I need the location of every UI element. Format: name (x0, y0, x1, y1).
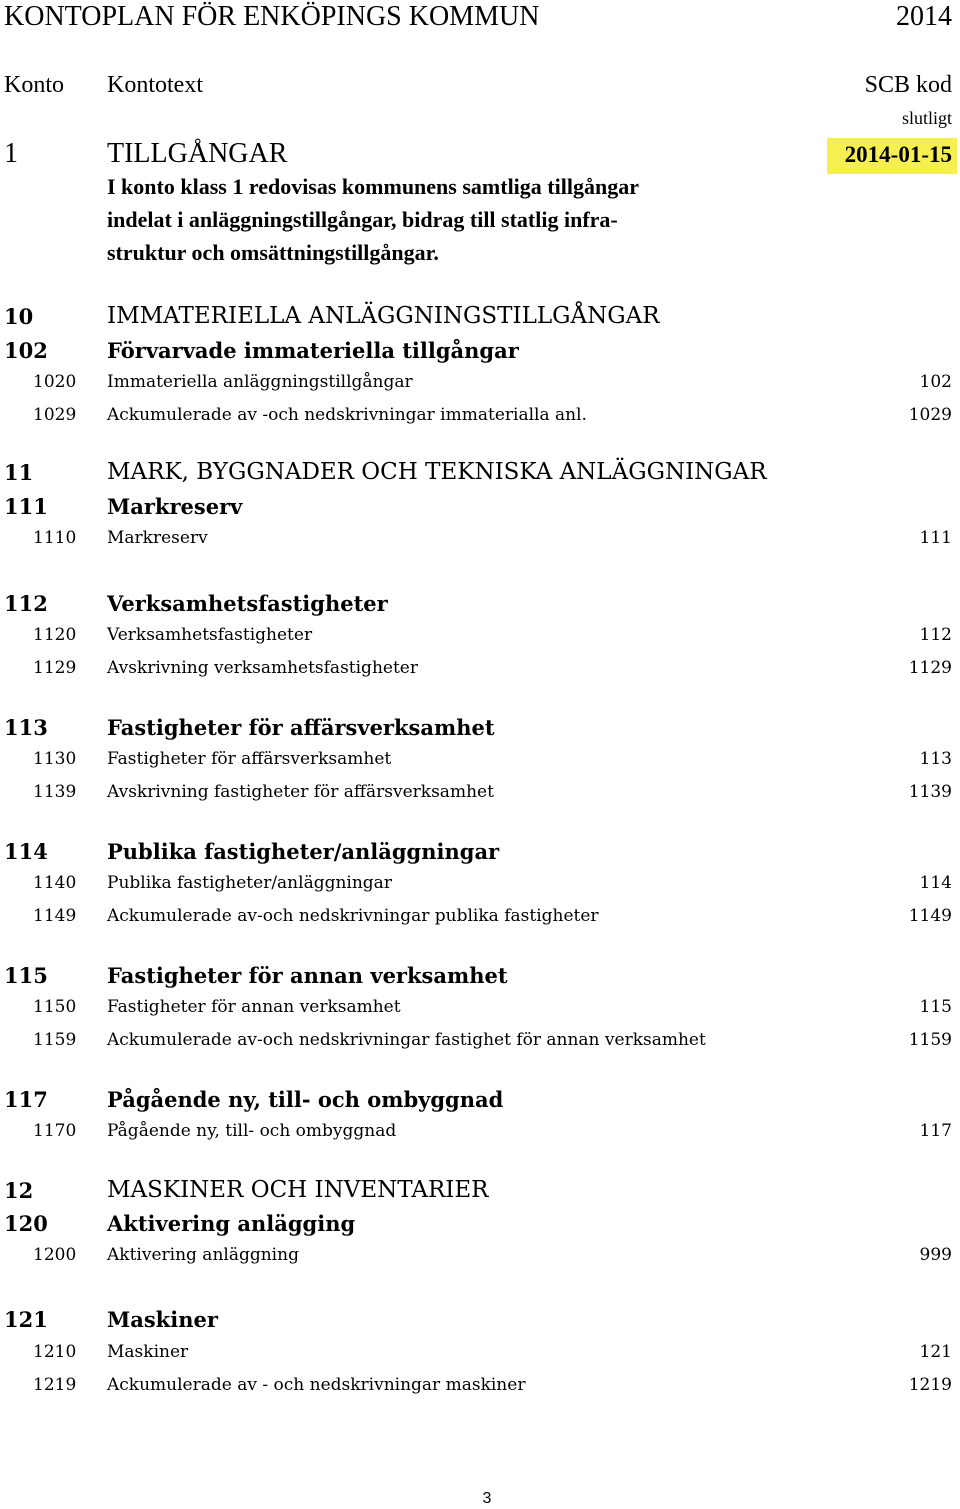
scb-code: 113 (919, 749, 952, 769)
account-number: 1170 (33, 1121, 77, 1141)
heading-number: 113 (4, 715, 48, 740)
account-number: 1129 (33, 658, 77, 678)
class-description-line-1: I konto klass 1 redovisas kommunens samtliga tillgångar (107, 174, 639, 199)
heading-title: Verksamhetsfastigheter (107, 591, 388, 616)
class-title: TILLGÅNGAR (107, 138, 288, 169)
account-text: Avskrivning fastigheter för affärsverksamhet (107, 782, 494, 802)
account-text: Fastigheter för annan verksamhet (107, 997, 401, 1017)
account-number: 1029 (33, 405, 77, 425)
scb-code: 114 (919, 873, 952, 893)
scb-code: 1159 (908, 1030, 952, 1050)
account-number: 1130 (33, 749, 77, 769)
heading-number: 102 (4, 338, 48, 363)
account-number: 1150 (33, 997, 77, 1017)
account-text: Ackumulerade av -och nedskrivningar immaterialla anl. (107, 405, 587, 425)
account-column-header: Konto (4, 72, 64, 98)
heading-title: Förvarvade immateriella tillgångar (107, 338, 519, 363)
heading-number: 121 (4, 1307, 48, 1332)
status-label: slutligt (901, 108, 952, 128)
account-number: 1219 (33, 1375, 77, 1395)
account-number: 1140 (33, 873, 77, 893)
scb-code: 999 (919, 1245, 952, 1265)
heading-number: 115 (4, 963, 48, 988)
scb-code: 1139 (908, 782, 952, 802)
scb-code: 111 (919, 528, 952, 548)
heading-title: MARK, BYGGNADER OCH TEKNISKA ANLÄGGNINGAR (107, 459, 767, 485)
account-text: Fastigheter för affärsverksamhet (107, 749, 392, 769)
heading-number: 114 (4, 839, 48, 864)
account-text: Immateriella anläggningstillgångar (107, 372, 413, 392)
class-description-line-2: indelat i anläggningstillgångar, bidrag till statlig infra- (107, 207, 618, 232)
heading-title: Aktivering anlägging (107, 1211, 356, 1236)
account-number: 1200 (33, 1245, 77, 1265)
scb-code: 112 (919, 625, 952, 645)
account-number: 1210 (33, 1342, 77, 1362)
account-text: Ackumulerade av - och nedskrivningar maskiner (107, 1375, 526, 1395)
account-text: Publika fastigheter/anläggningar (107, 873, 392, 893)
account-text: Aktivering anläggning (107, 1245, 299, 1265)
heading-title: Maskiner (107, 1307, 218, 1332)
class-description-line-3: struktur och omsättningstillgångar. (107, 240, 439, 265)
heading-title: MASKINER OCH INVENTARIER (107, 1177, 489, 1203)
account-number: 1110 (33, 528, 77, 548)
heading-number: 12 (4, 1178, 34, 1203)
heading-title: Fastigheter för affärsverksamhet (107, 715, 495, 740)
heading-title: Markreserv (107, 494, 243, 519)
scb-code: 115 (919, 997, 952, 1017)
account-text: Maskiner (107, 1342, 189, 1362)
account-number: 1020 (33, 372, 77, 392)
account-text: Avskrivning verksamhetsfastigheter (107, 658, 418, 678)
heading-number: 11 (4, 460, 34, 485)
account-number: 1149 (33, 906, 77, 926)
account-number: 1120 (33, 625, 77, 645)
account-text: Verksamhetsfastigheter (107, 625, 313, 645)
scb-code: 102 (919, 372, 952, 392)
heading-number: 117 (4, 1087, 48, 1112)
scb-code: 117 (919, 1121, 952, 1141)
account-text: Pågående ny, till- och ombyggnad (107, 1121, 397, 1141)
scb-code: 1149 (908, 906, 952, 926)
heading-title: Pågående ny, till- och ombyggnad (107, 1087, 504, 1112)
account-text: Ackumulerade av-och nedskrivningar fastighet för annan verksamhet (107, 1030, 706, 1050)
scb-code: 121 (919, 1342, 952, 1362)
heading-number: 10 (4, 304, 34, 329)
heading-number: 120 (4, 1211, 48, 1236)
scb-code: 1219 (908, 1375, 952, 1395)
account-text: Ackumulerade av-och nedskrivningar publika fastigheter (107, 906, 599, 926)
heading-number: 111 (4, 494, 48, 519)
document-year: 2014 (896, 1, 952, 32)
account-text-column-header: Kontotext (107, 72, 203, 98)
page-number: 3 (482, 1490, 492, 1507)
heading-title: Publika fastigheter/anläggningar (107, 839, 500, 864)
heading-title: IMMATERIELLA ANLÄGGNINGSTILLGÅNGAR (107, 303, 660, 329)
heading-number: 112 (4, 591, 48, 616)
scb-code: 1129 (908, 658, 952, 678)
scb-code: 1029 (908, 405, 952, 425)
account-text: Markreserv (107, 528, 208, 548)
class-number: 1 (4, 138, 18, 169)
page-title: KONTOPLAN FÖR ENKÖPINGS KOMMUN (4, 1, 540, 32)
scb-code-column-header: SCB kod (864, 72, 952, 98)
account-number: 1159 (33, 1030, 77, 1050)
heading-title: Fastigheter för annan verksamhet (107, 963, 508, 988)
document-date: 2014-01-15 (844, 142, 952, 167)
account-number: 1139 (33, 782, 77, 802)
